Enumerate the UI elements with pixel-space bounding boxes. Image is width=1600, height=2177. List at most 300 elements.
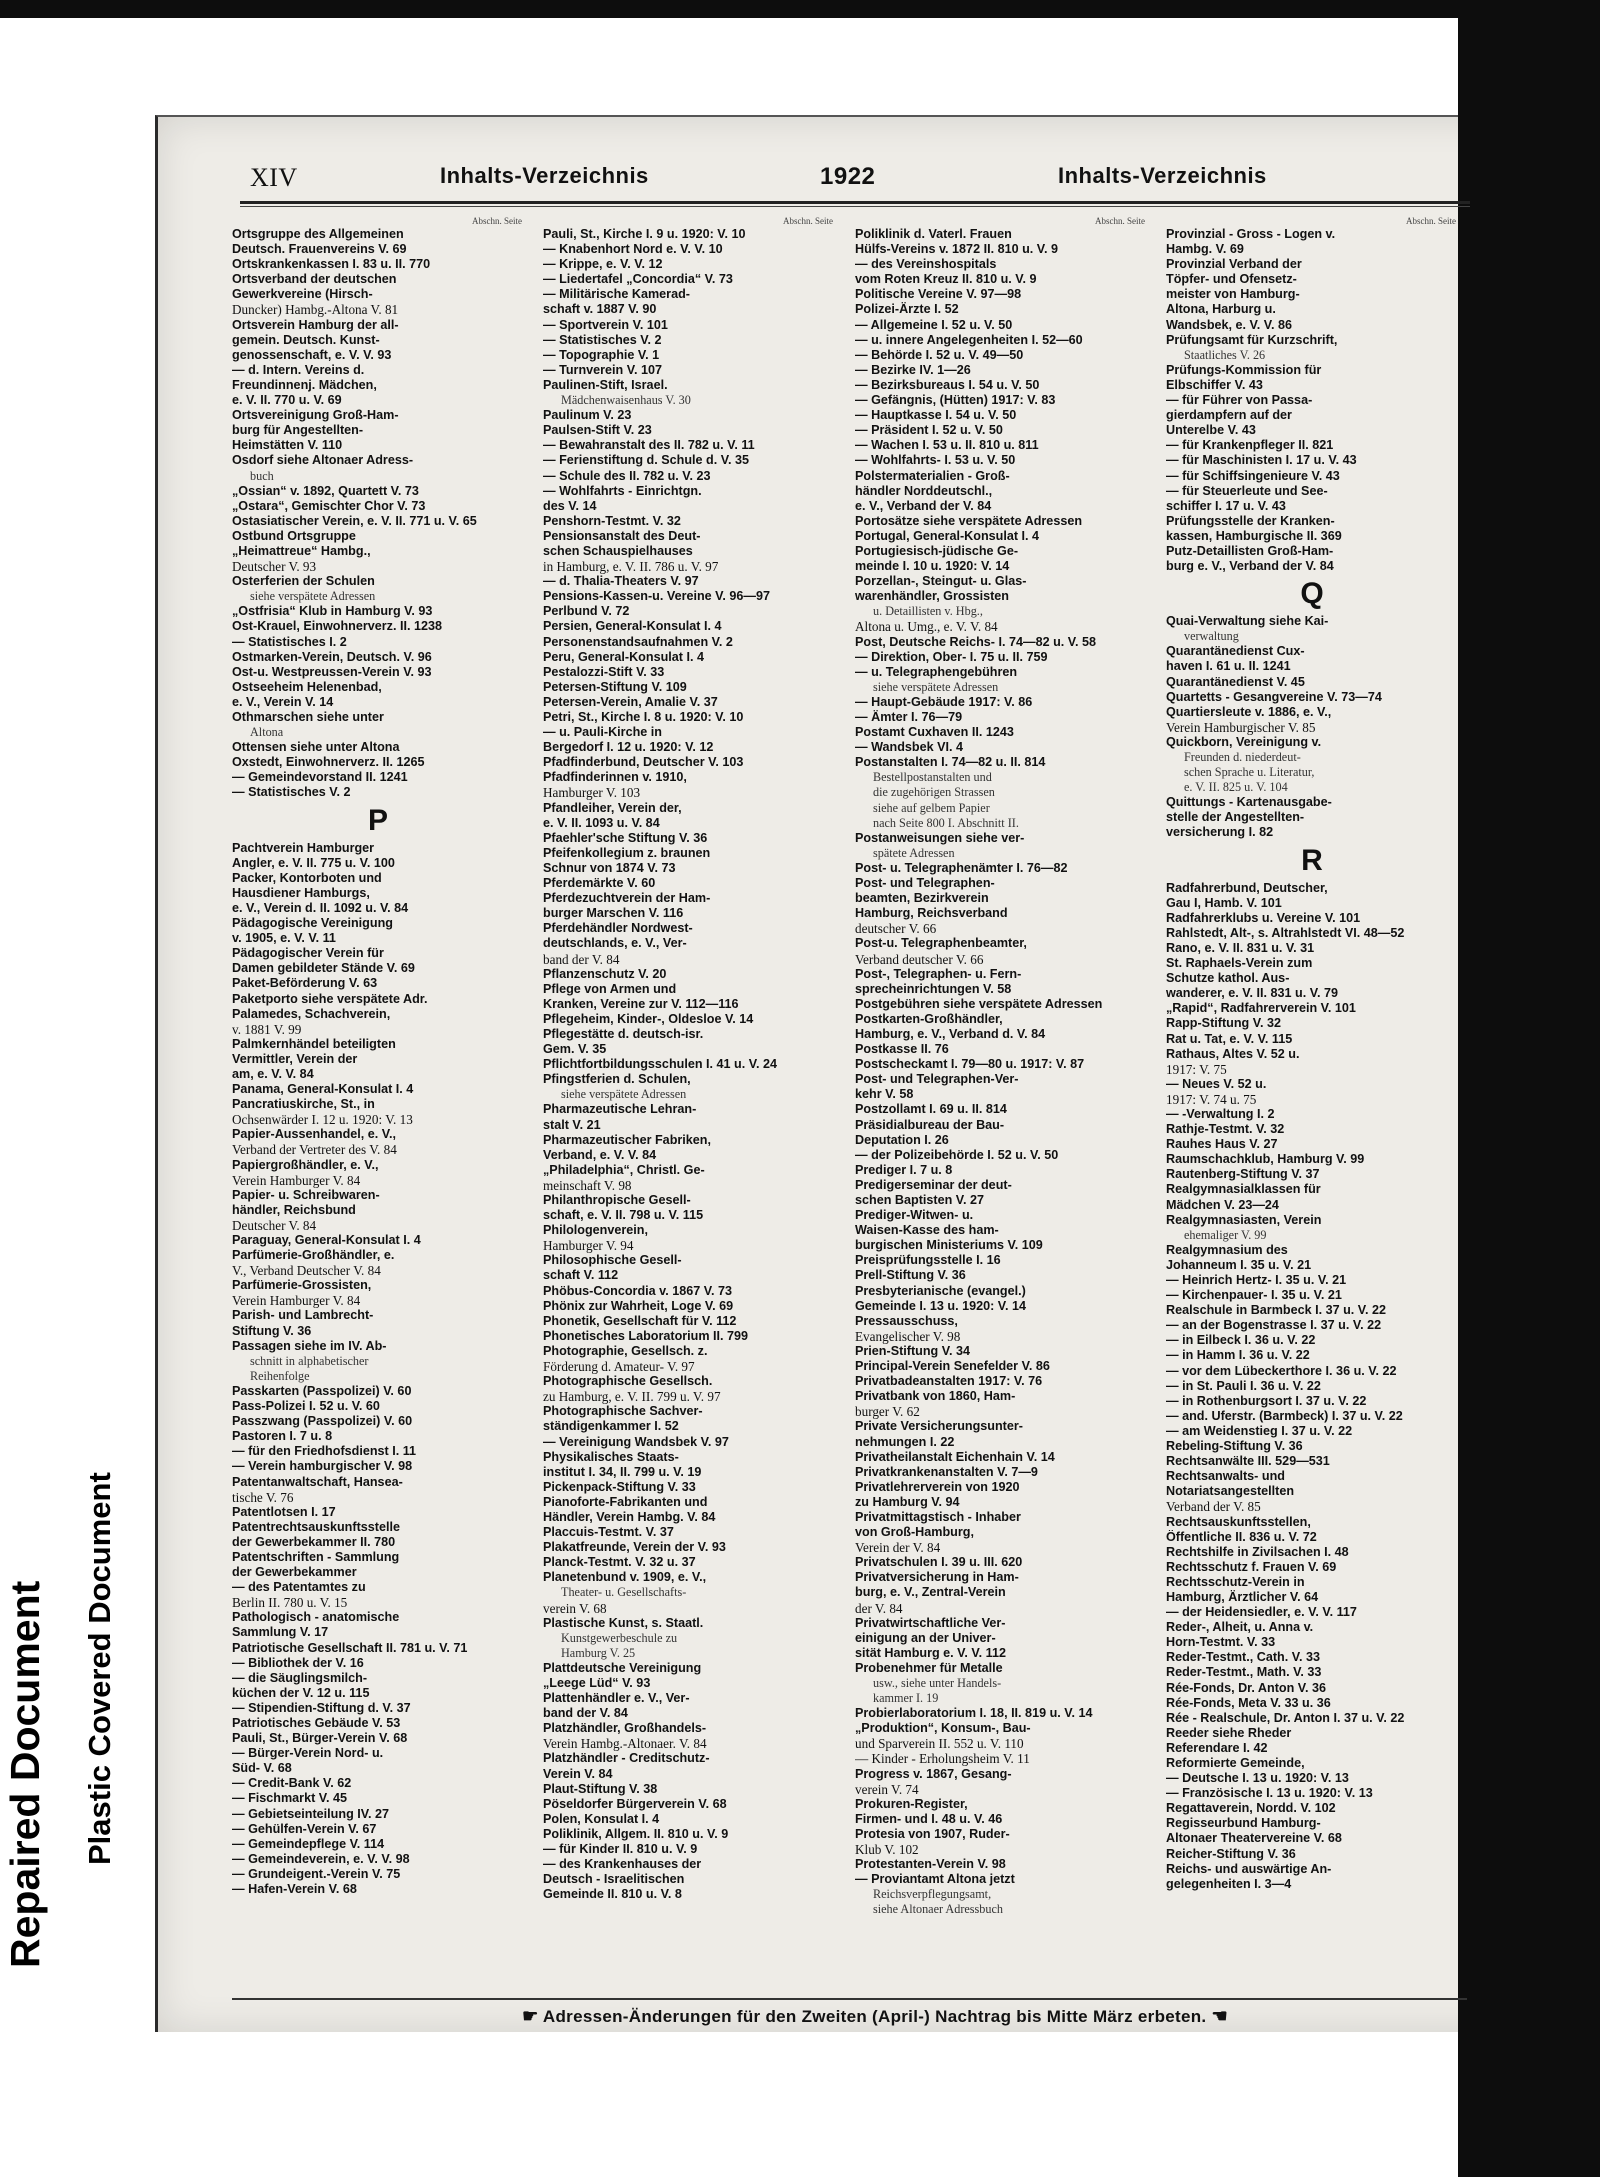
index-entry: Töpfer- und Ofensetz-	[1166, 272, 1297, 287]
index-entry: Palamedes, Schachverein,	[232, 1006, 391, 1021]
index-entry: — Wachen I. 53 u. II. 810 u. 811	[855, 438, 1039, 453]
index-entry: Poliklinik, Allgem. II. 810 u. V. 9	[543, 1826, 729, 1841]
column-header: Abschn. Seite	[1406, 216, 1456, 226]
index-entry: Privatbank von 1860, Ham-	[855, 1389, 1016, 1404]
index-entry: — Haupt-Gebäude 1917: V. 86	[855, 694, 1033, 709]
index-entry: — Französische I. 13 u. 1920: V. 13	[1166, 1786, 1373, 1801]
index-entry: — Kinder - Erholungsheim V. 11	[855, 1751, 1030, 1767]
index-entry: Privatheilanstalt Eichenhain V. 14	[855, 1449, 1055, 1464]
index-entry: Verband, e. V. V. 84	[543, 1147, 657, 1162]
index-entry: Portugal, General-Konsulat I. 4	[855, 528, 1040, 543]
index-entry: Platzhändler, Großhandels-	[543, 1721, 707, 1736]
index-entry: Pflanzenschutz V. 20	[543, 966, 667, 981]
index-entry: wanderer, e. V. II. 831 u. V. 79	[1166, 986, 1338, 1001]
index-entry: — Fischmarkt V. 45	[232, 1791, 348, 1806]
index-entry: burg, e. V., Zentral-Verein	[855, 1585, 1006, 1600]
index-entry: Deutscher V. 84	[232, 1217, 317, 1233]
index-entry: Photographie, Gesellsch. z.	[543, 1343, 708, 1358]
index-entry: Rechtsschutz f. Frauen V. 69	[1166, 1559, 1337, 1574]
index-entry: — Heinrich Hertz- I. 35 u. V. 21	[1166, 1273, 1347, 1287]
index-entry: — u. innere Angelegenheiten I. 52—60	[855, 332, 1083, 347]
scan-top-border	[0, 0, 1600, 18]
index-entry: — Hauptkasse I. 54 u. V. 50	[855, 408, 1017, 423]
index-entry: Schnur von 1874 V. 73	[543, 860, 676, 875]
index-entry: usw., siehe unter Handels-	[873, 1676, 1002, 1690]
index-entry: Papiergroßhändler, e. V.,	[232, 1157, 379, 1172]
index-entry: Realgymnasialklassen für	[1166, 1182, 1321, 1197]
index-entry: Pancratiuskirche, St., in	[232, 1097, 375, 1112]
index-entry: nehmungen I. 22	[855, 1434, 955, 1449]
index-entry: Reihenfolge	[250, 1368, 310, 1383]
index-entry: Hamburg V. 25	[561, 1645, 636, 1660]
index-entry: Deputation I. 26	[855, 1132, 949, 1147]
index-entry: Ostasiatischer Verein, e. V. II. 771 u. V. 65	[232, 513, 477, 528]
index-entry: Paulinen-Stift, Israel.	[543, 377, 668, 392]
index-entry: — and. Uferstr. (Barmbeck) I. 37 u. V. 22	[1166, 1408, 1403, 1423]
index-entry: — Gebietseinteilung IV. 27	[232, 1806, 390, 1821]
index-entry: Plakatfreunde, Verein der V. 93	[543, 1540, 726, 1555]
index-entry: — Gefängnis, (Hütten) 1917: V. 83	[855, 393, 1056, 408]
index-entry: Hamburger V. 94	[543, 1238, 634, 1254]
index-entry: Ochsenwärder I. 12 u. 1920: V. 13	[232, 1112, 413, 1128]
index-entry: — Bezirke IV. 1—26	[855, 362, 971, 377]
index-entry: „Ostfrisia“ Klub in Hamburg V. 93	[232, 604, 433, 619]
index-entry: Quai-Verwaltung siehe Kai-	[1166, 614, 1329, 629]
index-entry: — Bibliothek der V. 16	[232, 1655, 364, 1670]
index-entry: Ottensen siehe unter Altona	[232, 740, 400, 755]
index-entry: burger Marschen V. 116	[543, 906, 684, 921]
index-entry: Reder-, Alheit, u. Anna v.	[1166, 1620, 1314, 1635]
index-entry: Horn-Testmt. V. 33	[1166, 1635, 1276, 1650]
index-entry: Damen gebildeter Stände V. 69	[232, 961, 415, 976]
index-entry: Verein Hamburger V. 84	[232, 1293, 361, 1309]
index-entry: Protesia von 1907, Ruder-	[855, 1826, 1010, 1841]
index-entry: Personenstandsaufnahmen V. 2	[543, 634, 733, 649]
index-entry: Altonaer Theatervereine V. 68	[1166, 1831, 1342, 1846]
pointing-hand-left-icon: ☛	[522, 2006, 539, 2026]
index-entry: siehe verspätete Adressen	[873, 679, 999, 694]
index-entry: Gemeinde II. 810 u. V. 8	[543, 1887, 682, 1902]
index-entry: schnitt in alphabetischer	[250, 1353, 369, 1368]
index-entry: — Ferienstiftung d. Schule d. V. 35	[543, 453, 749, 468]
index-entry: Pass-Polizei I. 52 u. V. 60	[232, 1399, 380, 1414]
index-entry: institut I. 34, II. 799 u. V. 19	[543, 1464, 702, 1479]
index-entry: Probierlaboratorium I. 18, II. 819 u. V. 14	[855, 1706, 1093, 1721]
index-entry: Portugiesisch-jüdische Ge-	[855, 543, 1019, 558]
index-entry: Petri, St., Kirche I. 8 u. 1920: V. 10	[543, 710, 744, 724]
index-entry: Patriotisches Gebäude V. 53	[232, 1716, 401, 1730]
index-entry: Ortsverein Hamburg der all-	[232, 317, 399, 332]
header-title-left: Inhalts-Verzeichnis	[440, 163, 649, 188]
index-entry: — Topographie V. 1	[543, 347, 660, 362]
index-entry: Ostbund Ortsgruppe	[232, 528, 356, 543]
index-entry: Planck-Testmt. V. 32 u. 37	[543, 1555, 696, 1570]
index-entry: Deutscher V. 93	[232, 559, 317, 575]
index-entry: — Turnverein V. 107	[543, 362, 662, 377]
index-entry: Referendare I. 42	[1166, 1740, 1268, 1755]
index-entry: Photographische Sachver-	[543, 1404, 703, 1419]
index-entry: — des Patentamtes zu	[232, 1580, 366, 1595]
index-entry: Ost-Krauel, Einwohnerverz. II. 1238	[232, 619, 442, 634]
index-entry: Pensionsanstalt des Deut-	[543, 528, 701, 543]
index-entry: Realgymnasiasten, Verein	[1166, 1212, 1322, 1227]
index-entry: Paulinum V. 23	[543, 408, 632, 423]
index-entry: Bergedorf I. 12 u. 1920: V. 12	[543, 740, 714, 755]
index-entry: Quickborn, Vereinigung v.	[1166, 734, 1322, 749]
index-entry: — Credit-Bank V. 62	[232, 1776, 352, 1791]
index-entry: — an der Bogenstrasse I. 37 u. V. 22	[1166, 1318, 1382, 1333]
index-entry: Post-u. Telegraphenbeamter,	[855, 936, 1027, 951]
index-entry: Hamburg, e. V., Verband d. V. 84	[855, 1026, 1046, 1041]
index-entry: Rauhes Haus V. 27	[1166, 1137, 1278, 1152]
index-entry: Staatliches V. 26	[1184, 347, 1266, 362]
pointing-hand-right-icon: ☚	[1211, 2006, 1228, 2026]
section-letter: Q	[1300, 577, 1324, 611]
index-entry: Evangelischer V. 98	[855, 1328, 961, 1344]
index-entry: — Krippe, e. V. V. 12	[543, 257, 663, 272]
index-entry: — Bewahranstalt des II. 782 u. V. 11	[543, 438, 755, 453]
index-entry: Reichs- und auswärtige An-	[1166, 1861, 1332, 1876]
index-entry: warenhändler, Grossisten	[855, 589, 1009, 604]
index-entry: Ortsgruppe des Allgemeinen	[232, 227, 404, 241]
index-entry: beamten, Bezirkverein	[855, 891, 989, 906]
index-entry: Papier- u. Schreibwaren-	[232, 1187, 380, 1202]
index-entry: Rechtsschutz-Verein in	[1166, 1574, 1305, 1589]
index-entry: schaft V. 112	[543, 1268, 619, 1283]
index-entry: Postkasse II. 76	[855, 1042, 949, 1057]
index-entry: Phonetisches Laboratorium II. 799	[543, 1328, 749, 1343]
index-entry: Hamburg, Ärztlicher V. 64	[1166, 1589, 1319, 1604]
index-entry: Othmarschen siehe unter	[232, 710, 384, 724]
index-entry: Präsidialbureau der Bau-	[855, 1117, 1005, 1132]
index-entry: verein V. 68	[543, 1600, 607, 1616]
index-entry: Pfadfinderinnen v. 1910,	[543, 770, 687, 785]
index-entry: Post-, Telegraphen- u. Fern-	[855, 966, 1022, 981]
index-entry: Provinzial Verband der	[1166, 257, 1302, 272]
index-entry: Quarantänedienst Cux-	[1166, 644, 1305, 659]
index-entry: Reder-Testmt., Math. V. 33	[1166, 1665, 1322, 1680]
index-entry: und Sparverein II. 552 u. V. 110	[855, 1736, 1024, 1752]
plastic-covered-label: Plastic Covered Document	[82, 1472, 117, 1865]
index-entry: Postgebühren siehe verspätete Adressen	[855, 996, 1103, 1011]
index-entry: Reeder siehe Rheder	[1166, 1725, 1292, 1740]
scan-right-border	[1458, 0, 1600, 2177]
index-entry: Phönix zur Wahrheit, Loge V. 69	[543, 1298, 734, 1313]
index-entry: Perlbund V. 72	[543, 604, 630, 619]
index-entry: Putz-Detaillisten Groß-Ham-	[1166, 543, 1334, 558]
index-entry: Mädchen V. 23—24	[1166, 1197, 1279, 1212]
index-entry: Photographische Gesellsch.	[543, 1374, 713, 1389]
index-entry: Sammlung V. 17	[232, 1625, 329, 1640]
index-entry: meister von Hamburg-	[1166, 287, 1300, 302]
index-entry: Prien-Stiftung V. 34	[855, 1343, 970, 1358]
index-entry: Händler, Verein Hambg. V. 84	[543, 1509, 716, 1524]
index-entry: Prüfungs-Kommission für	[1166, 362, 1322, 377]
column-header: Abschn. Seite	[472, 216, 522, 226]
index-entry: kammer I. 19	[873, 1691, 939, 1706]
index-entry: Pöseldorfer Bürgerverein V. 68	[543, 1796, 727, 1811]
index-entry: Kunstgewerbeschule zu	[561, 1630, 678, 1645]
index-entry: des V. 14	[543, 498, 597, 513]
index-entry: Polen, Konsulat I. 4	[543, 1811, 660, 1826]
index-entry: Porzellan-, Steingut- u. Glas-	[855, 574, 1027, 589]
index-entry: Rathaus, Altes V. 52 u.	[1166, 1046, 1300, 1061]
index-entry: — des Vereinshospitals	[855, 257, 997, 272]
index-entry: u. Detaillisten v. Hbg.,	[873, 604, 983, 619]
index-entry: Post- und Telegraphen-	[855, 876, 995, 891]
index-entry: Pflegeheim, Kinder-, Oldesloe V. 14	[543, 1011, 754, 1026]
index-entry: meinschaft V. 98	[543, 1177, 632, 1193]
index-entry: Portosätze siehe verspätete Adressen	[855, 513, 1083, 528]
index-entry: Verband deutscher V. 66	[855, 951, 984, 967]
index-entry: Pflege von Armen und	[543, 981, 677, 996]
index-entry: — Präsident I. 52 u. V. 50	[855, 423, 1003, 438]
index-entry: schen Baptisten V. 27	[855, 1193, 985, 1207]
index-entry: Bestellpostanstalten und	[873, 770, 992, 785]
index-entry: — Behörde I. 52 u. V. 49—50	[855, 347, 1024, 362]
index-entry: genossenschaft, e. V. V. 93	[232, 347, 392, 362]
index-entry: Hausdiener Hamburgs,	[232, 885, 370, 900]
index-entry: Rechtsauskunftsstellen,	[1166, 1514, 1311, 1529]
index-entry: Ortsvereinigung Groß-Ham-	[232, 408, 399, 423]
index-entry: Pfandleiher, Verein der,	[543, 800, 682, 815]
index-entry: Verein Hamburger V. 84	[232, 1172, 361, 1188]
index-entry: schen Sprache u. Literatur,	[1184, 765, 1315, 780]
index-entry: küchen der V. 12 u. 115	[232, 1685, 370, 1700]
index-entry: siehe verspätete Adressen	[561, 1087, 687, 1102]
column-header: Abschn. Seite	[1095, 216, 1145, 226]
index-entry: Paketporto siehe verspätete Adr.	[232, 991, 428, 1006]
index-entry: Patentlotsen I. 17	[232, 1504, 336, 1519]
index-entry: — -Verwaltung I. 2	[1166, 1106, 1275, 1121]
index-entry: Plattenhändler e. V., Ver-	[543, 1691, 690, 1706]
index-entry: verwaltung	[1184, 629, 1239, 644]
index-entry: Probenehmer für Metalle	[855, 1660, 1003, 1675]
index-entry: der Gewerbekammer	[232, 1565, 357, 1580]
index-entry: — Direktion, Ober- I. 75 u. II. 759	[855, 649, 1048, 664]
index-entry: Berlin II. 780 u. V. 15	[232, 1595, 348, 1611]
index-entry: Ortsverband der deutschen	[232, 272, 397, 287]
index-entry: — u. Telegraphengebühren	[855, 664, 1018, 679]
index-entry: — am Weidenstieg I. 37 u. V. 22	[1166, 1423, 1353, 1438]
index-entry: Ostmarken-Verein, Deutsch. V. 96	[232, 649, 432, 664]
index-entry: händler, Reichsbund	[232, 1202, 356, 1217]
index-entry: Radfahrerklubs u. Vereine V. 101	[1166, 910, 1361, 925]
index-entry: Packer, Kontorboten und	[232, 870, 382, 885]
index-entry: Heimstätten V. 110	[232, 438, 343, 453]
index-entry: Pferdemärkte V. 60	[543, 876, 656, 891]
index-entry: Süd- V. 68	[232, 1761, 292, 1776]
index-entry: — Grundeigent.-Verein V. 75	[232, 1866, 401, 1881]
index-entry: — in St. Pauli I. 36 u. V. 22	[1166, 1378, 1321, 1393]
index-entry: Privatbadeanstalten 1917: V. 76	[855, 1374, 1043, 1389]
index-entry: schaft, e. V. II. 798 u. V. 115	[543, 1208, 704, 1223]
section-letter: P	[367, 803, 388, 837]
index-entry: Passzwang (Passpolizei) V. 60	[232, 1414, 413, 1429]
index-entry: Reder-Testmt., Cath. V. 33	[1166, 1650, 1320, 1665]
index-entry: Placcuis-Testmt. V. 37	[543, 1525, 674, 1540]
index-entry: Privatwirtschaftliche Ver-	[855, 1615, 1006, 1630]
index-entry: Privatschulen I. 39 u. III. 620	[855, 1555, 1023, 1570]
index-entry: sprecheinrichtungen V. 58	[855, 981, 1012, 996]
index-entry: — Allgemeine I. 52 u. V. 50	[855, 317, 1013, 332]
index-entry: v. 1881 V. 99	[232, 1021, 302, 1037]
index-entry: Postanweisungen siehe ver-	[855, 830, 1025, 845]
index-entry: Polstermaterialien - Groß-	[855, 468, 1010, 483]
index-entry: — Gehülfen-Verein V. 67	[232, 1821, 377, 1836]
footer-rule	[232, 1998, 1467, 2000]
section-letter: R	[1301, 843, 1323, 877]
index-entry: Predigerseminar der deut-	[855, 1177, 1012, 1192]
index-entry: nach Seite 800 I. Abschnitt II.	[873, 815, 1019, 830]
index-entry: händler Norddeutschl.,	[855, 483, 993, 498]
index-entry: Osterferien der Schulen	[232, 574, 375, 589]
index-entry: Passagen siehe im IV. Ab-	[232, 1338, 387, 1353]
index-entry: e. V., Verein d. II. 1092 u. V. 84	[232, 900, 409, 915]
index-entry: Postscheckamt I. 79—80 u. 1917: V. 87	[855, 1057, 1085, 1072]
index-entry: in Hamburg, e. V. II. 786 u. V. 97	[543, 559, 719, 575]
index-entry: Deutsch - Israelitischen	[543, 1872, 685, 1887]
index-entry: Prediger-Witwen- u.	[855, 1208, 974, 1223]
index-entry: Patentanwaltschaft, Hansea-	[232, 1474, 403, 1489]
index-entry: Förderung d. Amateur- V. 97	[543, 1359, 695, 1375]
index-entry: Paket-Beförderung V. 63	[232, 976, 378, 991]
index-entry: Regisseurbund Hamburg-	[1166, 1816, 1321, 1831]
index-entry: Radfahrerbund, Deutscher,	[1166, 880, 1328, 895]
index-entry: — d. Thalia-Theaters V. 97	[543, 574, 699, 589]
index-entry: Gau I, Hamb. V. 101	[1166, 895, 1282, 910]
index-entry: Pauli, St., Bürger-Verein V. 68	[232, 1731, 408, 1746]
index-entry: — in Eilbeck I. 36 u. V. 22	[1166, 1333, 1316, 1348]
index-entry: Petersen-Verein, Amalie V. 37	[543, 694, 718, 709]
index-entry: vom Roten Kreuz II. 810 u. V. 9	[855, 272, 1037, 287]
index-entry: — vor dem Lübeckerthore I. 36 u. V. 22	[1166, 1363, 1397, 1378]
index-entry: Reformierte Gemeinde,	[1166, 1756, 1305, 1770]
index-entry: Verein der V. 84	[855, 1540, 941, 1556]
index-entry: verein V. 74	[855, 1781, 919, 1797]
index-entry: Postanstalten I. 74—82 u. II. 814	[855, 755, 1046, 770]
index-entry: kassen, Hamburgische II. 369	[1166, 528, 1342, 543]
index-entry: Gewerkvereine (Hirsch-	[232, 287, 373, 302]
index-entry: Provinzial - Gross - Logen v.	[1166, 227, 1336, 241]
index-entry: Pensions-Kassen-u. Vereine V. 96—97	[543, 589, 771, 604]
index-entry: Principal-Verein Senefelder V. 86	[855, 1359, 1050, 1374]
index-entry: — Proviantamt Altona jetzt	[855, 1872, 1015, 1887]
index-entry: Passkarten (Passpolizei) V. 60	[232, 1383, 412, 1398]
index-entry: Parfümerie-Grossisten,	[232, 1278, 372, 1293]
index-entry: Rebeling-Stiftung V. 36	[1166, 1439, 1303, 1454]
index-entry: — Kirchenpauer- I. 35 u. V. 21	[1166, 1288, 1342, 1303]
index-entry: Preisprüfungsstelle I. 16	[855, 1253, 1001, 1268]
index-entry: Hamburg, Reichsverband	[855, 906, 1008, 921]
index-entry: Osdorf siehe Altonaer Adress-	[232, 453, 414, 468]
index-entry: Pauli, St., Kirche I. 9 u. 1920: V. 10	[543, 227, 746, 241]
index-entry: einigung an der Univer-	[855, 1630, 996, 1645]
index-entry: Verein V. 84	[543, 1766, 613, 1781]
index-entry: Altona u. Umg., e. V. V. 84	[855, 619, 998, 635]
index-entry: Privatversicherung in Ham-	[855, 1570, 1019, 1585]
index-entry: Verband der Vertreter des V. 84	[232, 1142, 397, 1158]
index-column-4	[1166, 215, 1458, 1892]
index-column-1	[232, 215, 524, 1897]
index-entry: Pressausschuss,	[855, 1313, 958, 1328]
header-title-right: Inhalts-Verzeichnis	[1058, 163, 1267, 188]
index-entry: Petersen-Stiftung V. 109	[543, 679, 687, 694]
index-entry: Postkarten-Großhändler,	[855, 1011, 1003, 1026]
index-entry: V., Verband Deutscher V. 84	[232, 1263, 381, 1279]
index-entry: — Statistisches V. 2	[232, 785, 351, 800]
index-entry: spätete Adressen	[873, 845, 955, 860]
index-entry: „Philadelphia“, Christl. Ge-	[543, 1162, 705, 1177]
index-entry: — die Säuglingsmilch-	[232, 1670, 368, 1685]
index-entry: Protestanten-Verein V. 98	[855, 1857, 1006, 1872]
index-entry: Rée-Fonds, Dr. Anton V. 36	[1166, 1680, 1327, 1695]
index-entry: ehemaliger V. 99	[1184, 1227, 1267, 1242]
index-entry: Rano, e. V. II. 831 u. V. 31	[1166, 940, 1315, 955]
index-entry: — Gemeindepflege V. 114	[232, 1836, 385, 1851]
index-entry: Raumschachklub, Hamburg V. 99	[1166, 1152, 1365, 1167]
index-entry: — Liedertafel „Concordia“ V. 73	[543, 272, 733, 287]
index-entry: St. Raphaels-Verein zum	[1166, 956, 1313, 971]
footer-text: Adressen-Änderungen für den Zweiten (April-) Nachtrag bis Mitte März erbeten.	[542, 2007, 1207, 2026]
index-entry: — u. Pauli-Kirche in	[543, 725, 662, 740]
index-entry: Ortskrankenkassen I. 83 u. II. 770	[232, 257, 431, 272]
index-entry: zu Hamburg, e. V. II. 799 u. V. 97	[543, 1389, 721, 1405]
index-entry: Hambg. V. 69	[1166, 242, 1244, 257]
index-entry: — der Heidensiedler, e. V. V. 117	[1166, 1605, 1357, 1620]
index-entry: Theater- u. Gesellschafts-	[561, 1585, 687, 1600]
index-entry: e. V., Verband der V. 84	[855, 498, 992, 513]
index-entry: Pfingstferien d. Schulen,	[543, 1072, 691, 1087]
index-entry: — Bürger-Verein Nord- u.	[232, 1746, 384, 1761]
index-entry: Pädagogische Vereinigung	[232, 916, 393, 931]
index-entry: Altona	[250, 725, 284, 740]
index-entry: Privatlehrerverein von 1920	[855, 1479, 1020, 1494]
index-entry: deutschlands, e. V., Ver-	[543, 936, 687, 951]
index-entry: Verein Hamburgischer V. 85	[1166, 719, 1316, 735]
index-entry: — Ämter I. 76—79	[855, 710, 963, 724]
index-entry: Hülfs-Vereins v. 1872 II. 810 u. V. 9	[855, 242, 1059, 257]
index-entry: „Ostara“, Gemischter Chor V. 73	[232, 498, 426, 513]
index-entry: Pfeifenkollegium z. braunen	[543, 845, 711, 860]
index-entry: Post- u. Telegraphenämter I. 76—82	[855, 860, 1068, 875]
index-entry: band der V. 84	[543, 951, 620, 967]
index-entry: Pestalozzi-Stift V. 33	[543, 664, 665, 679]
index-entry: Paulsen-Stift V. 23	[543, 423, 652, 438]
index-entry: versicherung I. 82	[1166, 825, 1274, 840]
index-entry: Poliklinik d. Vaterl. Frauen	[855, 227, 1012, 241]
index-entry: Angler, e. V. II. 775 u. V. 100	[232, 855, 395, 870]
index-entry: Papier-Aussenhandel, e. V.,	[232, 1127, 397, 1142]
index-entry: Patriotische Gesellschaft II. 781 u. V. 71	[232, 1640, 468, 1655]
index-entry: Prüfungsstelle der Kranken-	[1166, 513, 1335, 528]
index-entry: — Gemeindevorstand II. 1241	[232, 770, 408, 785]
page-number: XIV	[250, 163, 298, 192]
index-entry: Pharmazeutischer Fabriken,	[543, 1132, 711, 1147]
index-entry: siehe Altonaer Adressbuch	[873, 1902, 1003, 1917]
index-entry: Pachtverein Hamburger	[232, 840, 375, 855]
index-entry: Wandsbek, e. V. V. 86	[1166, 317, 1293, 332]
index-entry: e. V. II. 825 u. V. 104	[1184, 780, 1288, 795]
index-entry: — Militärische Kamerad-	[543, 287, 690, 302]
index-entry: Philologenverein,	[543, 1223, 648, 1238]
index-entry: 1917: V. 74 u. 75	[1166, 1091, 1257, 1107]
index-entry: — für Führer von Passa-	[1166, 393, 1313, 408]
index-entry: stelle der Angestellten-	[1166, 810, 1305, 825]
index-entry: Pharmazeutische Lehran-	[543, 1102, 697, 1117]
index-entry: die zugehörigen Strassen	[873, 785, 995, 800]
index-entry: — für Schiffsingenieure V. 43	[1166, 468, 1340, 483]
